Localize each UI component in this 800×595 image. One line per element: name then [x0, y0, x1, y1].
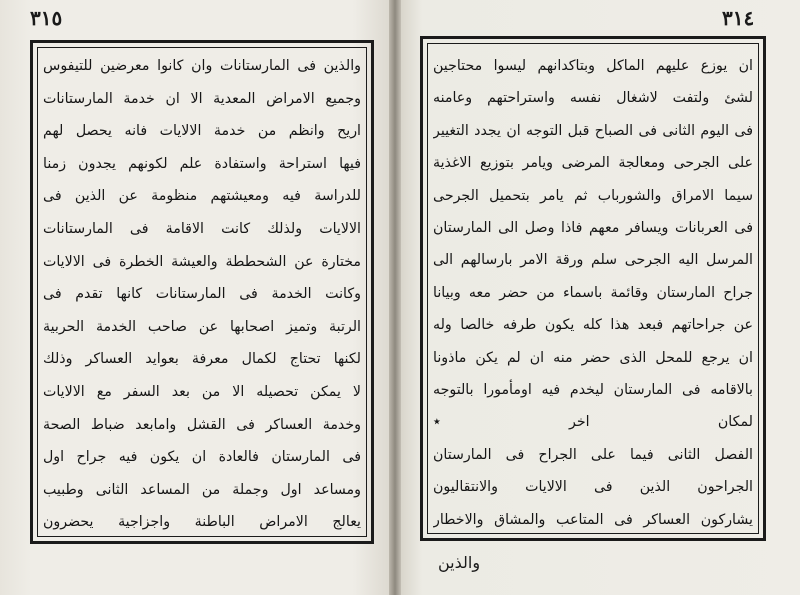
text-line: ان يرجع للمحل الذى حضر منه ان لم يكن ماذونا: [433, 349, 753, 366]
text-line: بالاقامه فى المارستان ليخدم فيه اومأمورا بالتوجه: [433, 382, 753, 398]
text-line: جراح المارستان وقائمة باسماء من حضر معه وبيانا: [433, 284, 753, 301]
right-page-number: ٣١٤: [722, 6, 755, 30]
text-line: عن جراحاتهم فبعد هذا كله يكون طرفه خالصا وله: [433, 317, 753, 334]
text-line: الالايات ولذلك كانت الاقامة فى المارستانات: [43, 221, 361, 237]
left-text-block: [43, 53, 361, 533]
text-line: سيما الامراق والشورباب ثم يامر بتحميل الجرحى: [433, 187, 753, 204]
text-line: لا يمكن تحصيله الا من بعد السفر مع الالايات: [43, 384, 361, 400]
text-line: يعالج الامراض الباطنة واجزاجية يحضرون: [43, 514, 361, 531]
text-line: المرسل اليه الجرحى سلم ورقة الامر بارسالهم الى: [433, 252, 753, 269]
text-line: على الجرحى ومعالجة المرضى ويامر بتوزيع الاغذية: [433, 155, 753, 172]
text-line: الرتبة وتميز اصحابها عن صاحب الخدمة الحربية: [43, 318, 361, 335]
text-line: مختارة عن الشحططة والعيشة الخطرة فى الالايات: [43, 253, 361, 270]
text-line: للدراسة فيه ومعيشتهم منظومة عن الذين فى: [43, 188, 361, 205]
text-line: فى العربانات ويسافر معهم فاذا وصل الى المارستان: [433, 220, 753, 236]
right-text-block: [433, 49, 753, 530]
text-line: فى اليوم الثانى فى الصباح قبل التوجه ان يجدد التغيير: [433, 122, 753, 139]
text-line: لمكان اخر ٭: [433, 414, 753, 431]
book-gutter: [389, 0, 401, 595]
text-line: وخدمة العساكر فى القشل وامابعد ضباط الصحة: [43, 416, 361, 433]
right-text-frame: [420, 36, 766, 541]
catchword: والذين: [438, 553, 481, 572]
text-line: فيها استراحة واستفادة علم لكونهم يجدون زمنا: [43, 155, 361, 172]
text-line: ان يوزع عليهم الماكل وبتاكدانهم ليسوا محتاجين: [433, 58, 753, 74]
left-text-frame: [30, 40, 374, 544]
text-line: ومساعد اول وجملة من المساعد الثانى وطبيب: [43, 481, 361, 498]
text-line: وكانت الخدمة فى المارستانات كانها تقدم فى: [43, 286, 361, 303]
text-line: وجميع الامراض المعدية الا ان خدمة المارستانات: [43, 90, 361, 107]
text-line: اريح وانظم من خدمة الالايات فانه يحصل لهم: [43, 123, 361, 140]
left-page-number: ٣١٥: [30, 6, 63, 30]
text-line: لكنها تحتاج لكمال معرفة بعوايد العساكر وذلك: [43, 351, 361, 368]
text-line: لشئ ولتفت لاشغال نفسه واستراحتهم وعامنه: [433, 90, 753, 107]
text-line: فى المارستان فالعادة ان يكون فيه جراح اول: [43, 449, 361, 466]
text-line: الفصل الثانى فيما على الجراح فى المارستان: [433, 446, 753, 463]
text-line: يشاركون العساكر فى المتاعب والمشاق والاخطار: [433, 511, 753, 528]
text-line: والذين فى المارستانات وان كانوا معرضين للتيفوس: [43, 58, 361, 74]
text-line: الجراحون الذين فى الالايات والانتقاليون: [433, 479, 753, 496]
